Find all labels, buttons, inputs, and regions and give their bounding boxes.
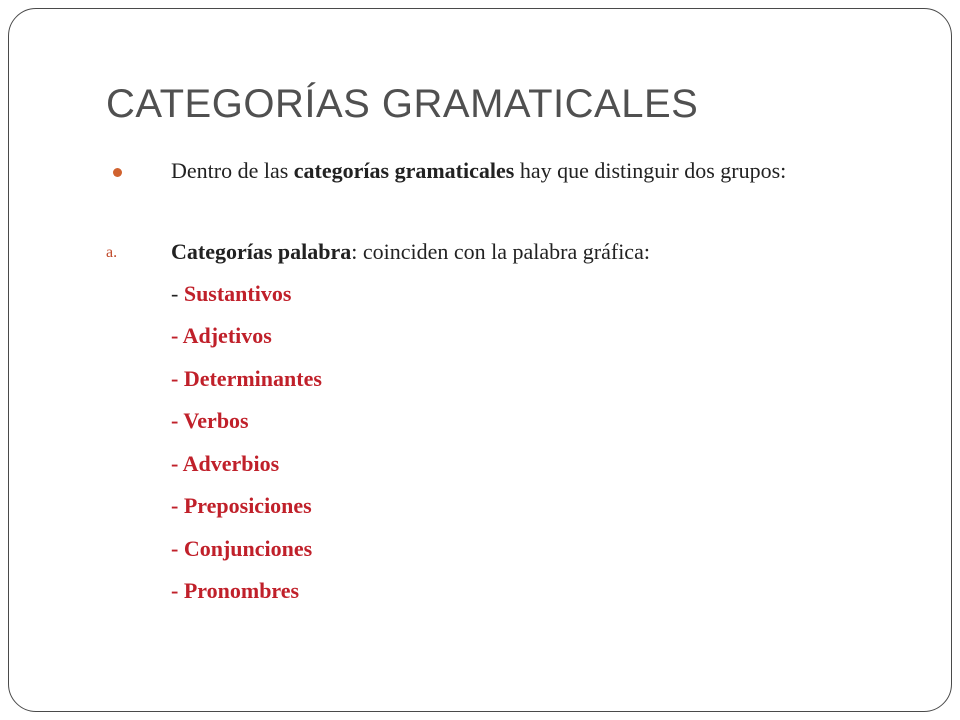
point-a-emphasis: Categorías palabra bbox=[171, 239, 352, 264]
intro-paragraph bbox=[171, 158, 861, 183]
list-item bbox=[171, 323, 272, 348]
item-label: - Adverbios bbox=[171, 451, 280, 476]
item-label: - Verbos bbox=[171, 408, 249, 433]
item-label: Sustantivos bbox=[183, 281, 292, 306]
item-label: - Conjunciones bbox=[171, 536, 313, 561]
intro-text: Dentro de las bbox=[171, 158, 294, 183]
list-item bbox=[171, 578, 299, 603]
item-label: - Determinantes bbox=[171, 366, 322, 391]
list-item bbox=[171, 493, 312, 518]
list-marker-a: a. bbox=[106, 244, 118, 261]
list-item bbox=[171, 536, 312, 561]
item-prefix: - bbox=[171, 281, 184, 306]
point-a-paragraph bbox=[171, 239, 871, 264]
intro-rest: hay que distinguir dos grupos: bbox=[514, 158, 787, 183]
intro-emphasis: categorías gramaticales bbox=[293, 158, 515, 183]
item-label: - Pronombres bbox=[171, 578, 300, 603]
slide-title: CATEGORÍAS GRAMATICALES bbox=[106, 82, 699, 126]
list-item bbox=[171, 451, 279, 476]
list-item bbox=[171, 366, 322, 391]
list-item bbox=[171, 281, 291, 306]
item-label: - Preposiciones bbox=[171, 493, 312, 518]
list-item bbox=[171, 408, 249, 433]
point-a-rest: : coinciden con la palabra gráfica: bbox=[351, 239, 650, 264]
item-label: - Adjetivos bbox=[171, 323, 272, 348]
bullet-dot-icon bbox=[113, 168, 122, 177]
